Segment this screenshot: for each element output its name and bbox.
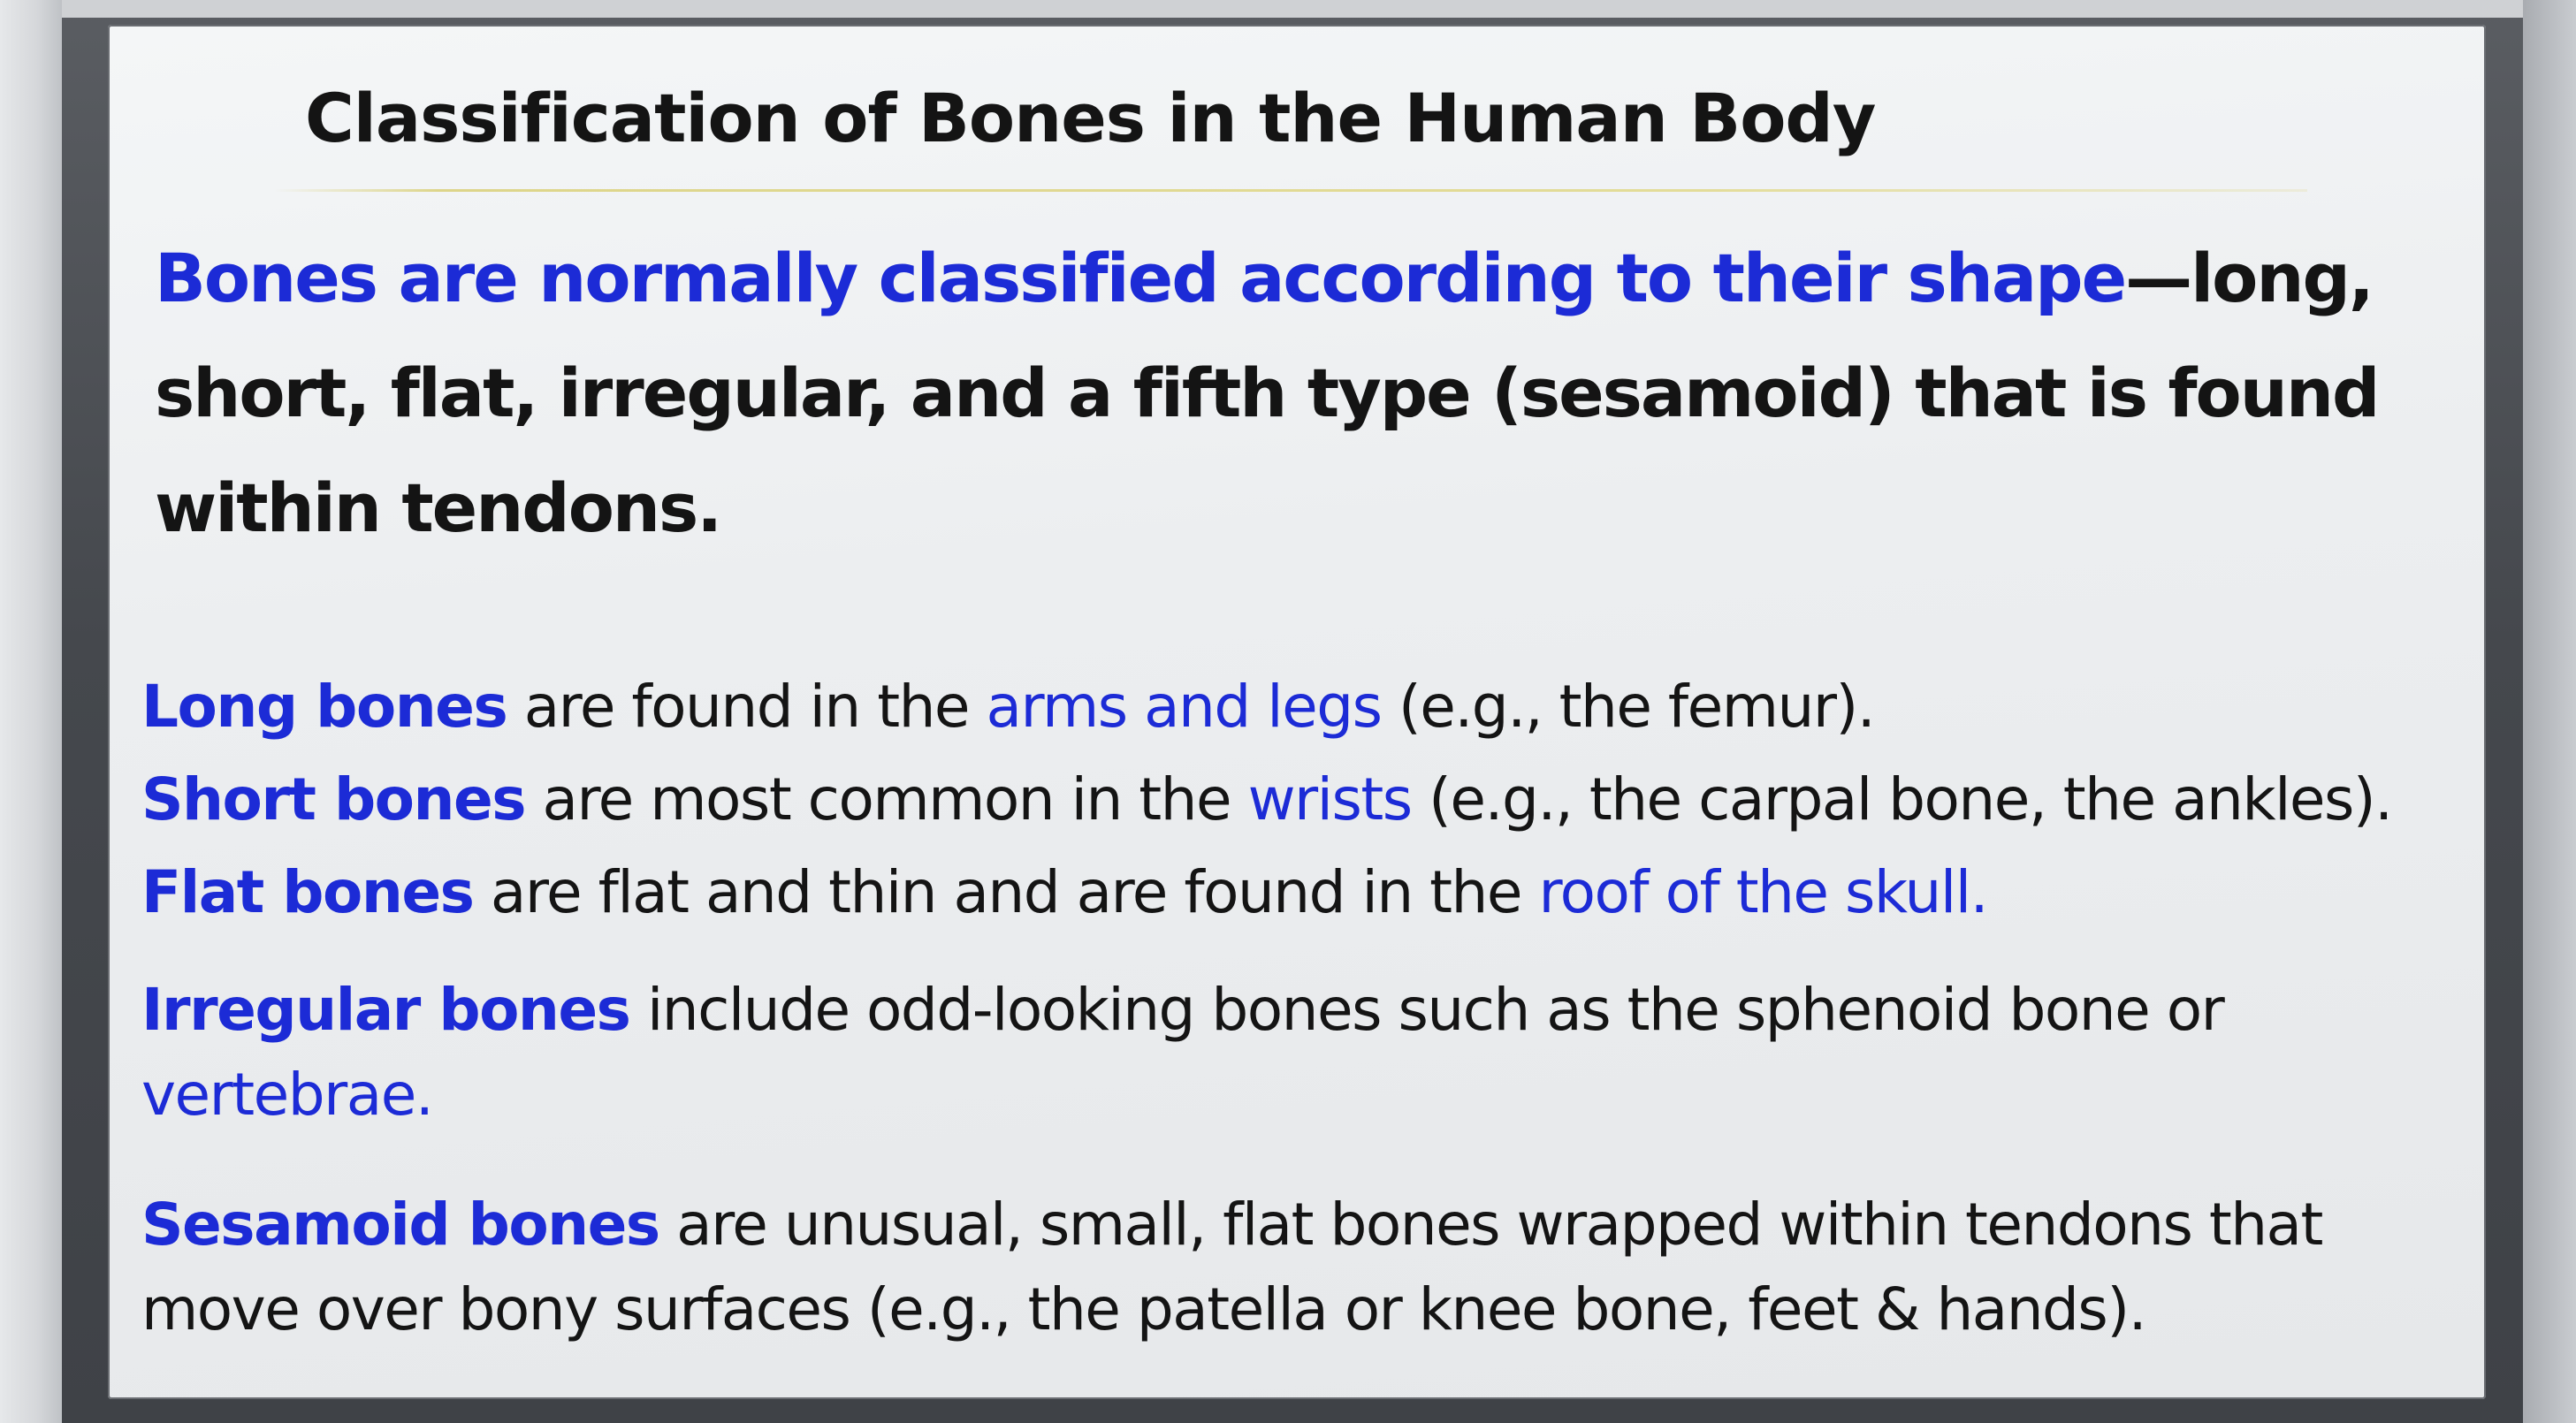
list-item-irregular-bones [141,968,2440,1138]
term-short-bones: Short bones [141,765,526,833]
long-text-1: are found in the [507,673,987,741]
list-item-long-bones [141,665,2440,750]
long-highlight: arms and legs [986,673,1382,741]
list-item-short-bones [141,757,2440,842]
short-highlight: wrists [1247,765,1412,833]
intro-highlight: Bones are normally classified according to their shape [155,239,2126,317]
top-bezel-strip [62,0,2523,18]
intro-rest: —long, short, flat, irregular, and a fifth type (sesamoid) that is found within tendons. [155,239,2379,547]
irregular-highlight: vertebrae. [141,1061,433,1129]
long-text-2: (e.g., the femur). [1381,673,1875,741]
slide-title: Classification of Bones in the Human Body [305,79,1876,157]
list-item-sesamoid-bones [141,1183,2440,1352]
term-irregular-bones: Irregular bones [141,976,630,1044]
flat-text-1: are flat and thin and are found in the [473,858,1539,926]
short-text-2: (e.g., the carpal bone, the ankles). [1411,765,2392,833]
intro-paragraph [155,221,2471,566]
list-item-flat-bones [141,850,2440,935]
title-underline [274,189,2307,192]
term-sesamoid-bones: Sesamoid bones [141,1191,659,1259]
short-text-1: are most common in the [525,765,1248,833]
term-flat-bones: Flat bones [141,858,474,926]
left-bezel-edge [0,0,62,1423]
flat-highlight: roof of the skull. [1538,858,1988,926]
sesamoid-text-1: are unusual, small, flat bones wrapped within tendons that move over bony surfaces (e.g., the patella or knee bone, feet & hands). [141,1191,2322,1343]
right-bezel-edge [2523,0,2576,1423]
term-long-bones: Long bones [141,673,507,741]
irregular-text-1: include odd-looking bones such as the sphenoid bone or [629,976,2224,1044]
